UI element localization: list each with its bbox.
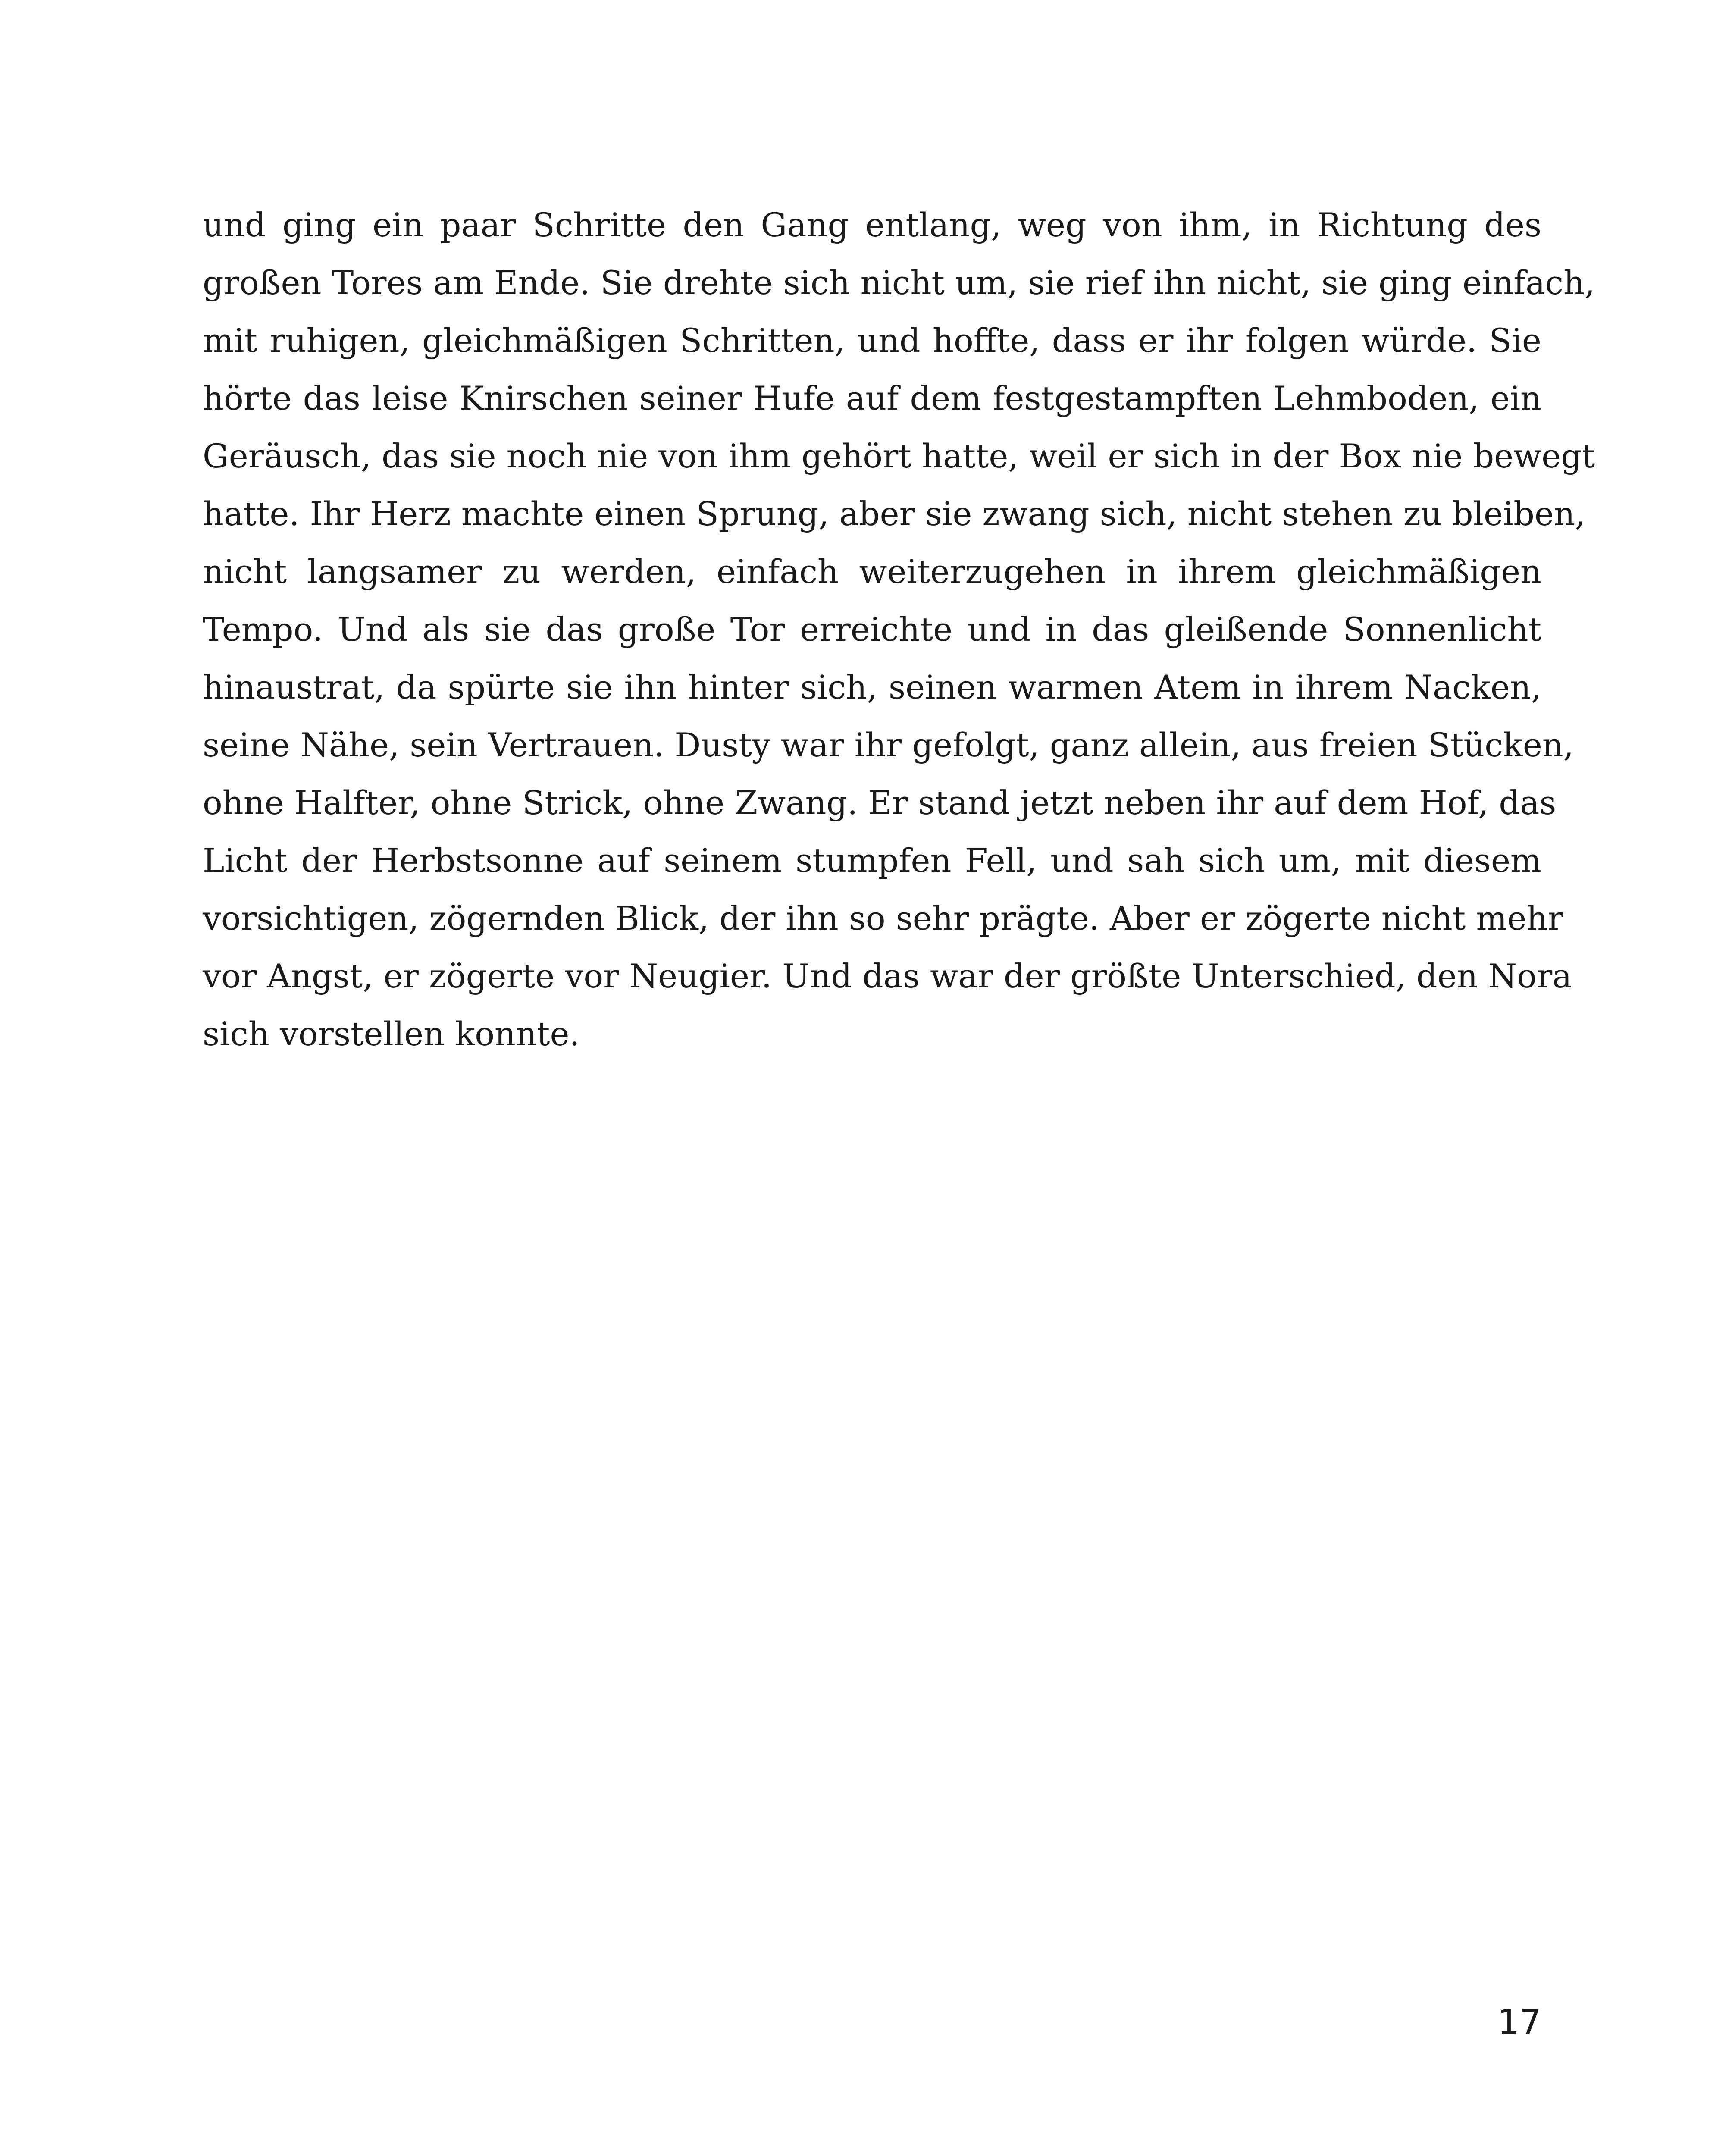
text-line: nicht langsamer zu werden, einfach weiterzugehen in ihrem gleichmäßigen [203,552,1541,591]
text-line: großen Tores am Ende. Sie drehte sich nicht um, sie rief ihn nicht, sie ging einfach, [203,263,1595,302]
text-line: vor Angst, er zögerte vor Neugier. Und das war der größte Unterschied, den Nora [203,957,1572,995]
text-line-last: sich vorstellen konnte. [203,1015,580,1053]
text-line: Licht der Herbstsonne auf seinem stumpfen Fell, und sah sich um, mit diesem [203,841,1541,880]
text-line: seine Nähe, sein Vertrauen. Dusty war ihr gefolgt, ganz allein, aus freien Stücken, [203,726,1574,764]
text-line: hörte das leise Knirschen seiner Hufe auf dem festgestampften Lehmboden, ein [203,379,1541,417]
page-number: 17 [1497,2002,1541,2042]
body-paragraph [203,196,1595,1063]
text-line: ohne Halfter, ohne Strick, ohne Zwang. Er stand jetzt neben ihr auf dem Hof, das [203,783,1557,822]
text-line: mit ruhigen, gleichmäßigen Schritten, und hoffte, dass er ihr folgen würde. Sie [203,321,1541,360]
text-line: hinaustrat, da spürte sie ihn hinter sich, seinen warmen Atem in ihrem Nacken, [203,668,1541,706]
text-line: Tempo. Und als sie das große Tor erreichte und in das gleißende Sonnenlicht [203,610,1541,649]
text-line: hatte. Ihr Herz machte einen Sprung, aber sie zwang sich, nicht stehen zu bleiben, [203,495,1585,533]
text-line: vorsichtigen, zögernden Blick, der ihn so sehr prägte. Aber er zögerte nicht mehr [203,899,1563,937]
text-line: und ging ein paar Schritte den Gang entlang, weg von ihm, in Richtung des [203,206,1541,244]
text-line: Geräusch, das sie noch nie von ihm gehört hatte, weil er sich in der Box nie bewegt [203,437,1595,475]
